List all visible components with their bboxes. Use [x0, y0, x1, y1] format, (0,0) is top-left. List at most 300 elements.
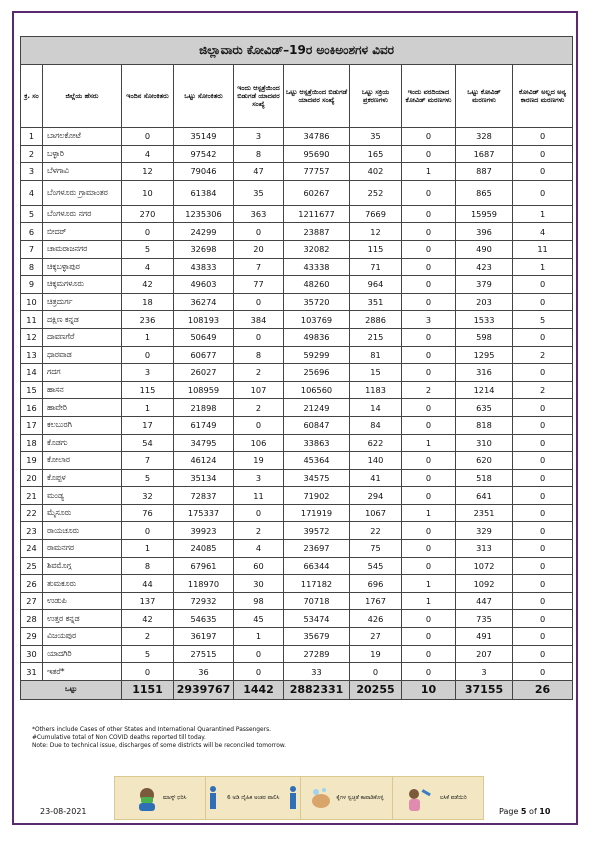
noncovid-deaths: 0: [513, 328, 573, 346]
total-cases: 60677: [174, 346, 234, 364]
active-cases: 41: [350, 469, 402, 487]
district-name: ತುಮಕೂರು: [43, 575, 122, 593]
deaths-total: 329: [456, 522, 513, 540]
serial-number: 4: [21, 180, 43, 205]
total-cases: 46124: [174, 452, 234, 470]
vaccine-icon: [405, 785, 433, 811]
deaths-today: 2: [402, 381, 456, 399]
discharged-total: 45364: [284, 452, 350, 470]
deaths-total: 310: [456, 434, 513, 452]
today-cases: 1: [122, 399, 174, 417]
serial-number: 15: [21, 381, 43, 399]
table-row: [21, 487, 573, 505]
district-name: ರಾಯಚೂರು: [43, 522, 122, 540]
discharged-total: 171919: [284, 504, 350, 522]
noncovid-deaths: 0: [513, 610, 573, 628]
district-name: ಬಳ್ಳಾರಿ: [43, 145, 122, 163]
active-cases: 71: [350, 258, 402, 276]
table-row: [21, 663, 573, 681]
table-row: [21, 328, 573, 346]
discharged-today: 106: [234, 434, 284, 452]
deaths-total: 316: [456, 364, 513, 382]
discharged-total: 71902: [284, 487, 350, 505]
today-cases: 0: [122, 223, 174, 241]
deaths-today: 0: [402, 346, 456, 364]
footnote: Note: Due to technical issue, discharges of some districts will be reconciled tomorrow.: [32, 742, 286, 749]
active-cases: 402: [350, 163, 402, 181]
total-cases: 21898: [174, 399, 234, 417]
deaths-today: 0: [402, 276, 456, 294]
discharged-today: 2: [234, 522, 284, 540]
table-title: ಜಿಲ್ಲಾವಾರು ಕೋವಿಡ್–19ರ ಅಂಕಿಅಂಶಗಳ ವಿವರ: [21, 37, 573, 65]
noncovid-deaths: 0: [513, 145, 573, 163]
total-cases: 39923: [174, 522, 234, 540]
district-name: ಕಲಬುರಗಿ: [43, 416, 122, 434]
discharged-total: 35720: [284, 293, 350, 311]
active-cases: 75: [350, 540, 402, 558]
banner-text: ಕೈಗಳ ಸ್ವಚ್ಛತೆ ಕಾಪಾಡಿಕೊಳ್ಳಿ: [336, 794, 384, 801]
deaths-total: 1687: [456, 145, 513, 163]
today-cases: 236: [122, 311, 174, 329]
serial-number: 17: [21, 416, 43, 434]
total-cases: 36: [174, 663, 234, 681]
serial-number: 19: [21, 452, 43, 470]
noncovid-deaths: 0: [513, 540, 573, 558]
deaths-today: 1: [402, 575, 456, 593]
deaths-today: 1: [402, 163, 456, 181]
total-cases: 97542: [174, 145, 234, 163]
column-header: ಕ್ರ. ಸಂ: [21, 65, 43, 128]
district-name: ಚಾಮರಾಜನಗರ: [43, 240, 122, 258]
table-row: [21, 628, 573, 646]
table-row: [21, 258, 573, 276]
district-name: ರಾಮನಗರ: [43, 540, 122, 558]
serial-number: 3: [21, 163, 43, 181]
column-header: ಒಟ್ಟು ಕೋವಿಡ್ ಮರಣಗಳು: [456, 65, 513, 128]
discharged-total: 23697: [284, 540, 350, 558]
active-cases: 12: [350, 223, 402, 241]
discharged-total: 53474: [284, 610, 350, 628]
discharged-total: 34786: [284, 128, 350, 146]
district-name: ಬಾಗಲಕೋಟೆ: [43, 128, 122, 146]
district-name: ಗದಗ: [43, 364, 122, 382]
deaths-total: 490: [456, 240, 513, 258]
deaths-today: 3: [402, 311, 456, 329]
footnotes: [32, 727, 286, 751]
discharged-total: 21249: [284, 399, 350, 417]
table-row: [21, 469, 573, 487]
district-name: ಕೊಪ್ಪಳ: [43, 469, 122, 487]
today-cases: 115: [122, 381, 174, 399]
table-row: [21, 416, 573, 434]
district-name: ಬೀದರ್: [43, 223, 122, 241]
noncovid-deaths: 0: [513, 416, 573, 434]
today-cases: 76: [122, 504, 174, 522]
discharged-total: 106560: [284, 381, 350, 399]
today-cases: 0: [122, 522, 174, 540]
deaths-today: 1: [402, 504, 456, 522]
total-cases: 54635: [174, 610, 234, 628]
discharged-today: 47: [234, 163, 284, 181]
table-row: [21, 276, 573, 294]
page-number: [499, 807, 550, 816]
district-name: ಬೆಳಗಾವಿ: [43, 163, 122, 181]
discharged-total: 95690: [284, 145, 350, 163]
deaths-today: 0: [402, 645, 456, 663]
discharged-today: 0: [234, 293, 284, 311]
active-cases: 14: [350, 399, 402, 417]
active-cases: 252: [350, 180, 402, 205]
table-row: [21, 364, 573, 382]
discharged-today: 0: [234, 504, 284, 522]
total-cases: 67961: [174, 557, 234, 575]
active-cases: 294: [350, 487, 402, 505]
serial-number: 21: [21, 487, 43, 505]
page-current: 5: [520, 807, 527, 816]
total-cases: 61384: [174, 180, 234, 205]
noncovid-deaths: 0: [513, 399, 573, 417]
district-name: ಮೈಸೂರು: [43, 504, 122, 522]
total-today: 1151: [122, 680, 174, 699]
discharged-today: 30: [234, 575, 284, 593]
district-name: ದಕ್ಷಿಣ ಕನ್ನಡ: [43, 311, 122, 329]
total-deaths-today: 10: [402, 680, 456, 699]
district-name: ಬೆಂಗಳೂರು ಗ್ರಾಮಾಂತರ: [43, 180, 122, 205]
active-cases: 27: [350, 628, 402, 646]
active-cases: 2886: [350, 311, 402, 329]
discharged-total: 32082: [284, 240, 350, 258]
discharged-total: 117182: [284, 575, 350, 593]
discharged-today: 98: [234, 592, 284, 610]
table-row: [21, 557, 573, 575]
column-header: ಇಂದು ಆಸ್ಪತ್ರೆಯಿಂದ ಬಿಡುಗಡೆ ಯಾದವರ ಸಂಖ್ಯೆ: [234, 65, 284, 128]
district-name: ಕೊಡಗು: [43, 434, 122, 452]
total-cases: 2939767: [174, 680, 234, 699]
district-name: ಕೋಲಾರ: [43, 452, 122, 470]
discharged-today: 60: [234, 557, 284, 575]
total-active: 20255: [350, 680, 402, 699]
serial-number: 26: [21, 575, 43, 593]
noncovid-deaths: 0: [513, 557, 573, 575]
deaths-total: 15959: [456, 205, 513, 223]
discharged-today: 363: [234, 205, 284, 223]
deaths-total: 1295: [456, 346, 513, 364]
total-cases: 175337: [174, 504, 234, 522]
deaths-today: 0: [402, 223, 456, 241]
serial-number: 10: [21, 293, 43, 311]
noncovid-deaths: 2: [513, 346, 573, 364]
discharged-today: 8: [234, 346, 284, 364]
banner-handwash: [301, 777, 392, 819]
active-cases: 1067: [350, 504, 402, 522]
discharged-today: 3: [234, 469, 284, 487]
noncovid-deaths: 0: [513, 434, 573, 452]
total-cases: 49603: [174, 276, 234, 294]
banner-text: 6 ಅಡಿ ದೈಹಿಕ ಅಂತರ ಪಾಲಿಸಿ: [227, 794, 280, 801]
discharged-total: 1211677: [284, 205, 350, 223]
today-cases: 5: [122, 240, 174, 258]
deaths-today: 0: [402, 328, 456, 346]
deaths-total: 396: [456, 223, 513, 241]
table-row: [21, 346, 573, 364]
today-cases: 1: [122, 328, 174, 346]
district-name: ಮಂಡ್ಯ: [43, 487, 122, 505]
discharged-total: 33863: [284, 434, 350, 452]
today-cases: 2: [122, 628, 174, 646]
noncovid-deaths: 0: [513, 180, 573, 205]
banner-distance: [206, 777, 301, 819]
deaths-total: 887: [456, 163, 513, 181]
table-row: [21, 145, 573, 163]
serial-number: 28: [21, 610, 43, 628]
total-cases: 36197: [174, 628, 234, 646]
active-cases: 115: [350, 240, 402, 258]
total-cases: 72932: [174, 592, 234, 610]
noncovid-deaths: 0: [513, 364, 573, 382]
district-name: ಬೆಂಗಳೂರು ನಗರ: [43, 205, 122, 223]
noncovid-deaths: 5: [513, 311, 573, 329]
discharged-today: 1: [234, 628, 284, 646]
active-cases: 426: [350, 610, 402, 628]
deaths-total: 518: [456, 469, 513, 487]
column-header: ಇಂದು ವರದಿಯಾದ ಕೋವಿಡ್ ಮರಣಗಳು: [402, 65, 456, 128]
discharged-total: 23887: [284, 223, 350, 241]
table-row: [21, 575, 573, 593]
district-name: ಧಾರವಾಡ: [43, 346, 122, 364]
active-cases: 19: [350, 645, 402, 663]
discharged-total: 66344: [284, 557, 350, 575]
discharged-today: 2: [234, 364, 284, 382]
noncovid-deaths: 0: [513, 128, 573, 146]
table-row: [21, 381, 573, 399]
column-header: ಕೋವಿಡ್ ಅಲ್ಲದ ಅನ್ಯ ಕಾರಣದ ಮರಣಗಳು: [513, 65, 573, 128]
discharged-total: 39572: [284, 522, 350, 540]
today-cases: 5: [122, 469, 174, 487]
total-cases: 1235306: [174, 205, 234, 223]
total-cases: 35134: [174, 469, 234, 487]
deaths-today: 1: [402, 434, 456, 452]
discharged-today: 384: [234, 311, 284, 329]
discharged-today: 0: [234, 645, 284, 663]
serial-number: 24: [21, 540, 43, 558]
discharged-today: 4: [234, 540, 284, 558]
district-name: ದಾವಣಗೆರೆ: [43, 328, 122, 346]
noncovid-deaths: 0: [513, 276, 573, 294]
active-cases: 1767: [350, 592, 402, 610]
discharged-today: 0: [234, 328, 284, 346]
noncovid-deaths: 11: [513, 240, 573, 258]
page-of: of: [526, 807, 540, 816]
discharged-total: 70718: [284, 592, 350, 610]
active-cases: 215: [350, 328, 402, 346]
banner-text: ಮಾಸ್ಕ್ ಧರಿಸಿ: [162, 794, 187, 801]
table-row: [21, 610, 573, 628]
total-cases: 32698: [174, 240, 234, 258]
total-cases: 79046: [174, 163, 234, 181]
today-cases: 12: [122, 163, 174, 181]
active-cases: 622: [350, 434, 402, 452]
serial-number: 2: [21, 145, 43, 163]
district-name: ಹಾಸನ: [43, 381, 122, 399]
discharged-total: 43338: [284, 258, 350, 276]
district-name: ಚಿಕ್ಕಮಗಳೂರು: [43, 276, 122, 294]
district-name: ಉಡುಪಿ: [43, 592, 122, 610]
deaths-today: 0: [402, 540, 456, 558]
table-row: [21, 434, 573, 452]
page-total: 10: [539, 807, 551, 816]
district-name: ಯಾದಗಿರಿ: [43, 645, 122, 663]
active-cases: 0: [350, 663, 402, 681]
noncovid-deaths: 1: [513, 205, 573, 223]
serial-number: 27: [21, 592, 43, 610]
total-cases: 50649: [174, 328, 234, 346]
deaths-today: 0: [402, 128, 456, 146]
today-cases: 1: [122, 540, 174, 558]
deaths-today: 0: [402, 399, 456, 417]
page-prefix: Page: [499, 807, 521, 816]
today-cases: 54: [122, 434, 174, 452]
total-noncovid-deaths: 26: [513, 680, 573, 699]
banner-text: ಲಸಿಕೆ ಪಡೆಯಿರಿ: [439, 794, 467, 801]
district-name: ವಿಜಯಪುರ: [43, 628, 122, 646]
total-cases: 26027: [174, 364, 234, 382]
serial-number: 14: [21, 364, 43, 382]
discharged-today: 0: [234, 663, 284, 681]
noncovid-deaths: 0: [513, 645, 573, 663]
deaths-today: 0: [402, 452, 456, 470]
header-row: [21, 65, 573, 128]
column-header: ಒಟ್ಟು ಸೋಂಕಿತರು: [174, 65, 234, 128]
noncovid-deaths: 0: [513, 163, 573, 181]
deaths-total: 379: [456, 276, 513, 294]
today-cases: 270: [122, 205, 174, 223]
noncovid-deaths: 0: [513, 452, 573, 470]
today-cases: 4: [122, 258, 174, 276]
deaths-total: 207: [456, 645, 513, 663]
serial-number: 23: [21, 522, 43, 540]
noncovid-deaths: 0: [513, 469, 573, 487]
serial-number: 29: [21, 628, 43, 646]
serial-number: 18: [21, 434, 43, 452]
discharged-total: 48260: [284, 276, 350, 294]
table-row: [21, 645, 573, 663]
total-cases: 108959: [174, 381, 234, 399]
discharged-today: 0: [234, 416, 284, 434]
today-cases: 3: [122, 364, 174, 382]
deaths-today: 0: [402, 487, 456, 505]
deaths-total: 1533: [456, 311, 513, 329]
total-cases: 43833: [174, 258, 234, 276]
serial-number: 8: [21, 258, 43, 276]
district-name: ಇತರೆ*: [43, 663, 122, 681]
table-row: [21, 311, 573, 329]
banner-mask: [115, 777, 206, 819]
table-body: [21, 128, 573, 681]
person-icon: [286, 785, 300, 811]
noncovid-deaths: 4: [513, 223, 573, 241]
deaths-today: 0: [402, 469, 456, 487]
active-cases: 22: [350, 522, 402, 540]
footnote: *Others include Cases of other States and International Quarantined Passengers.: [32, 727, 272, 733]
deaths-today: 0: [402, 610, 456, 628]
total-cases: 108193: [174, 311, 234, 329]
deaths-today: 0: [402, 180, 456, 205]
column-header: ಇಂದಿನ ಸೋಂಕಿತರು: [122, 65, 174, 128]
active-cases: 140: [350, 452, 402, 470]
serial-number: 7: [21, 240, 43, 258]
table-row: [21, 223, 573, 241]
deaths-today: 0: [402, 416, 456, 434]
serial-number: 9: [21, 276, 43, 294]
table-row: [21, 163, 573, 181]
discharged-total: 34575: [284, 469, 350, 487]
today-cases: 17: [122, 416, 174, 434]
active-cases: 35: [350, 128, 402, 146]
discharged-today: 11: [234, 487, 284, 505]
total-cases: 27515: [174, 645, 234, 663]
serial-number: 12: [21, 328, 43, 346]
discharged-today: 3: [234, 128, 284, 146]
table-row: [21, 540, 573, 558]
discharged-today: 45: [234, 610, 284, 628]
safety-banner: [114, 776, 484, 820]
deaths-total: 491: [456, 628, 513, 646]
deaths-total: 328: [456, 128, 513, 146]
district-covid-table: [20, 36, 573, 700]
deaths-today: 1: [402, 592, 456, 610]
deaths-total: 3: [456, 663, 513, 681]
total-cases: 24299: [174, 223, 234, 241]
today-cases: 44: [122, 575, 174, 593]
table-row: [21, 399, 573, 417]
deaths-total: 865: [456, 180, 513, 205]
discharged-today: 107: [234, 381, 284, 399]
deaths-total: 635: [456, 399, 513, 417]
report-date: 23-08-2021: [40, 807, 87, 816]
deaths-today: 0: [402, 522, 456, 540]
deaths-today: 0: [402, 628, 456, 646]
person-icon: [206, 785, 220, 811]
noncovid-deaths: 0: [513, 293, 573, 311]
noncovid-deaths: 0: [513, 487, 573, 505]
district-name: ಉತ್ತರ ಕನ್ನಡ: [43, 610, 122, 628]
deaths-total: 620: [456, 452, 513, 470]
discharged-today: 35: [234, 180, 284, 205]
noncovid-deaths: 0: [513, 592, 573, 610]
discharged-today: 20: [234, 240, 284, 258]
deaths-total: 2351: [456, 504, 513, 522]
table-row: [21, 504, 573, 522]
total-deaths: 37155: [456, 680, 513, 699]
active-cases: 1183: [350, 381, 402, 399]
table-row: [21, 452, 573, 470]
noncovid-deaths: 0: [513, 504, 573, 522]
discharged-total: 60267: [284, 180, 350, 205]
deaths-today: 0: [402, 240, 456, 258]
total-cases: 34795: [174, 434, 234, 452]
deaths-today: 0: [402, 364, 456, 382]
noncovid-deaths: 0: [513, 663, 573, 681]
today-cases: 18: [122, 293, 174, 311]
total-cases: 118970: [174, 575, 234, 593]
deaths-total: 313: [456, 540, 513, 558]
deaths-total: 1092: [456, 575, 513, 593]
discharged-today: 2: [234, 399, 284, 417]
table-row: [21, 240, 573, 258]
discharged-total: 77757: [284, 163, 350, 181]
today-cases: 0: [122, 128, 174, 146]
noncovid-deaths: 2: [513, 381, 573, 399]
